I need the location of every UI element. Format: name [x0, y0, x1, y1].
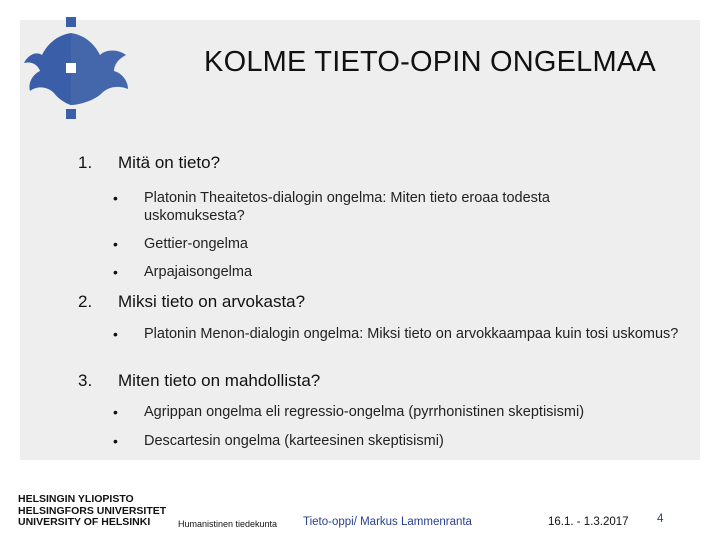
section-heading-1: Mitä on tieto? [118, 153, 221, 172]
date-label: 16.1. - 1.3.2017 [548, 516, 629, 528]
section-heading-3: Miten tieto on mahdollista? [118, 371, 321, 390]
bullet-text-1-3: Arpajaisongelma [144, 264, 253, 280]
course-author-label: Tieto-oppi/ Markus Lammenranta [303, 516, 472, 528]
section-number-1: 1. [78, 153, 93, 172]
bullet-symbol: • [113, 404, 118, 420]
bullet-symbol: • [113, 264, 118, 280]
bullet-symbol: • [113, 236, 118, 252]
section-heading-2: Miksi tieto on arvokasta? [118, 292, 306, 311]
bullet-text-3-2: Descartesin ongelma (karteesinen skeptisismi) [144, 433, 444, 449]
bullet-text-2-1: Platonin Menon-dialogin ongelma: Miksi tieto on arvokkaampaa kuin tosi uskomus? [144, 326, 679, 342]
bullet-symbol: • [113, 326, 118, 342]
bullet-symbol: • [113, 433, 118, 449]
section-number-3: 3. [78, 371, 93, 390]
section-number-2: 2. [78, 292, 93, 311]
bullet-text-1-1: Platonin Theaitetos-dialogin ongelma: Miten tieto eroaa todesta uskomuksesta? [144, 190, 550, 224]
university-flame-logo-icon [18, 15, 133, 125]
bullet-text-3-1: Agrippan ongelma eli regressio-ongelma (pyrrhonistinen skeptisismi) [144, 404, 585, 420]
university-name: HELSINGIN YLIOPISTO HELSINGFORS UNIVERSITET UNIVERSITY OF HELSINKI [18, 493, 167, 528]
page-number: 4 [657, 513, 664, 525]
faculty-label: Humanistinen tiedekunta [178, 519, 278, 529]
slide-title: KOLME TIETO-OPIN ONGELMAA [204, 46, 656, 78]
bullet-text-1-2: Gettier-ongelma [144, 236, 248, 252]
bullet-symbol: • [113, 190, 118, 206]
